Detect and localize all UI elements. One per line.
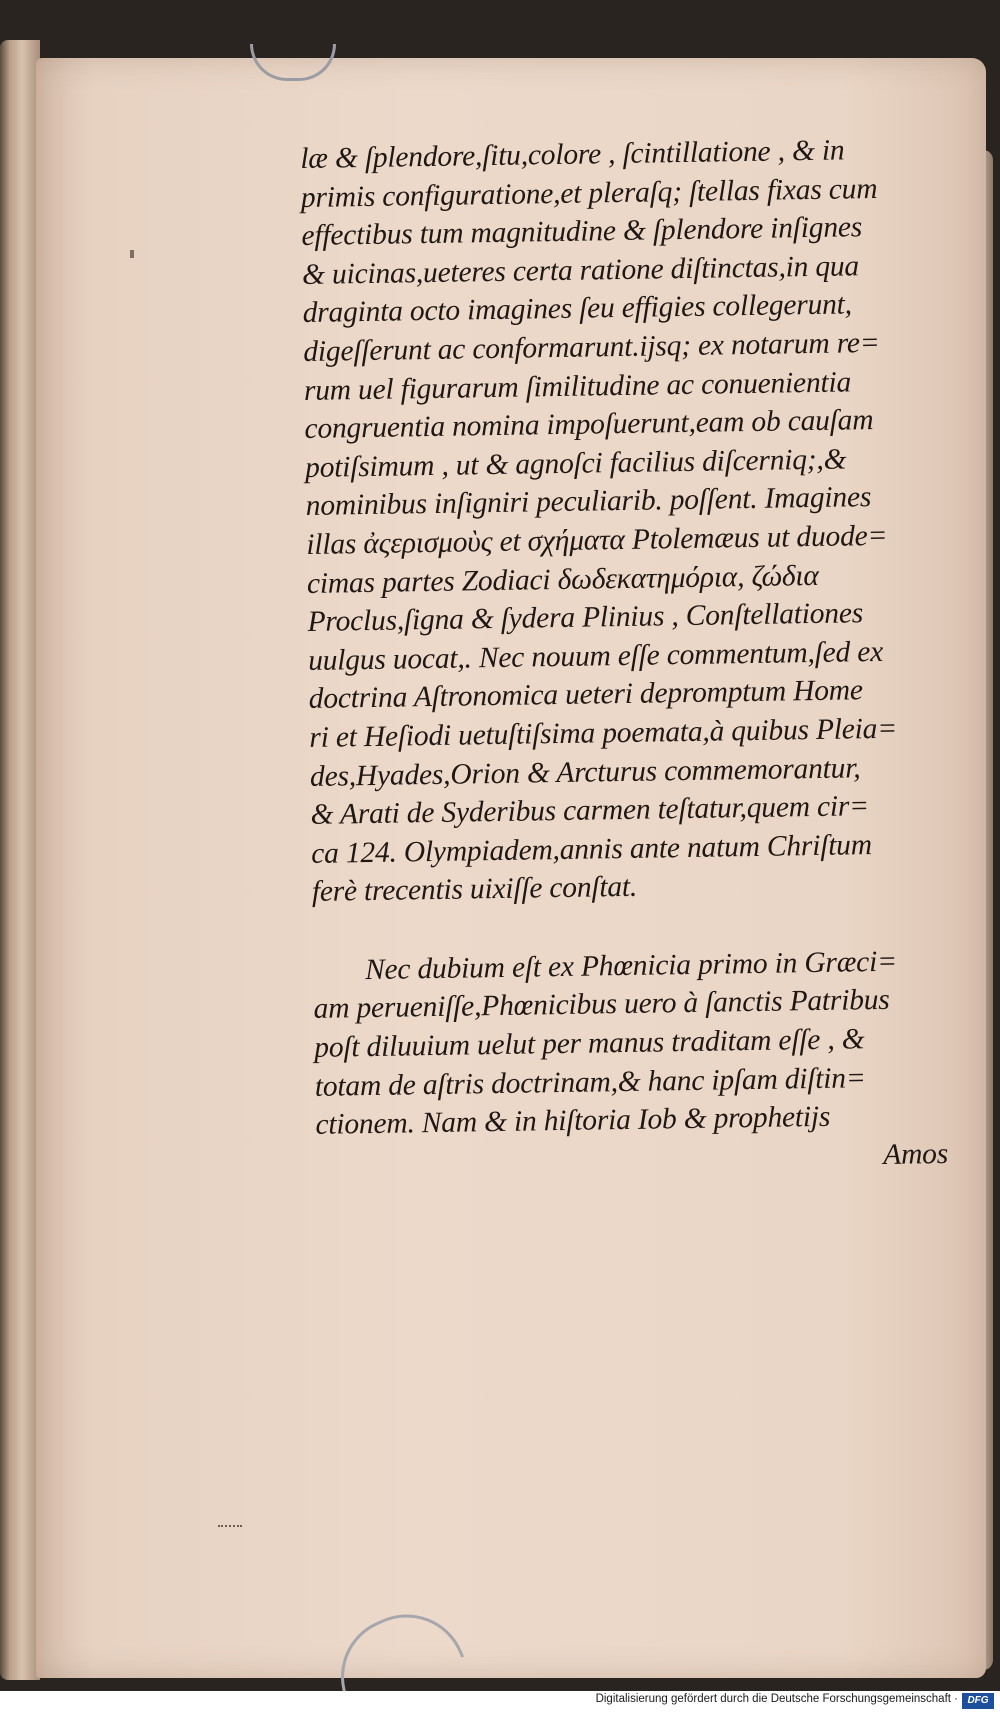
text-line: des,Hyades,Orion & Arcturus commemorantur,	[309, 751, 861, 793]
paragraph-2	[313, 942, 966, 1145]
book-page-edges	[0, 40, 40, 1680]
text-line: ca 124. Olympiadem,annis ante natum Chriſtum	[310, 828, 873, 870]
text-line: & Arati de Syderibus carmen teſtatur,quem cir=	[310, 790, 870, 832]
text-line: potiſsimum , ut & agnoſci facilius diſcerniq;,&	[304, 443, 847, 484]
text-line: doctrina Aſtronomica ueteri depromptum Home	[308, 674, 863, 716]
text-line: ferè trecentis uixiſſe conſtat.	[311, 871, 638, 909]
margin-mark-bottom	[218, 1525, 242, 1529]
text-line: totam de aſtris doctrinam,& hanc ipſam diſtin=	[314, 1061, 866, 1103]
text-line: congruentia nomina impoſuerunt,eam ob cauſam	[304, 404, 874, 446]
text-line: rum uel figurarum ſimilitudine ac conuenientia	[303, 365, 852, 407]
text-line: digeſſerunt ac conformarunt.ijsq; ex notarum re=	[303, 326, 880, 368]
paragraph-1	[300, 130, 962, 912]
text-line: læ & ſplendore,ſitu,colore , ſcintillatione , & in	[300, 134, 845, 175]
text-line: cimas partes Zodiaci δωδεκατημόρια, ζώδια	[306, 559, 819, 600]
margin-mark	[130, 250, 134, 258]
text-line: illas ἀςερισμοὺς et σχήματα Ptolemæus ut duode=	[306, 519, 888, 561]
text-line: primis configuratione,et pleraſq; ſtellas fixas cum	[300, 172, 878, 214]
text-line: Proclus,ſigna & ſydera Plinius , Conſtellationes	[307, 597, 864, 639]
text-line: & uicinas,ueteres certa ratione diſtinctas,in qua	[301, 250, 860, 291]
page-text-block	[300, 130, 966, 1184]
text-line: ctionem. Nam & in hiſtoria Iob & prophetijs	[315, 1101, 831, 1142]
text-line: poſt diluuium uelut per manus traditam eſſe , &	[314, 1023, 865, 1064]
text-line: effectibus tum magnitudine & ſplendore inſignes	[301, 211, 863, 253]
text-line: Nec dubium eſt ex Phœnicia primo in Græci=	[364, 945, 898, 986]
footer-credit: Digitalisierung gefördert durch die Deutsche Forschungsgemeinschaft ·	[595, 1693, 958, 1705]
text-line: draginta octo imagines ſeu effigies collegerunt,	[302, 288, 853, 330]
text-line: nominibus inſigniri peculiarib. poſſent. Imagines	[305, 481, 872, 523]
catchword: Amos	[882, 1137, 949, 1171]
text-line: uulgus uocat,. Nec nouum eſſe commentum,ſed ex	[307, 635, 884, 677]
dfg-logo: DFG	[962, 1693, 994, 1709]
text-line: ri et Heſiodi uetuſtiſsima poemata,à quibus Pleia=	[309, 712, 898, 754]
text-line: am perueniſſe,Phœnicibus uero à ſanctis Patribus	[313, 984, 890, 1026]
